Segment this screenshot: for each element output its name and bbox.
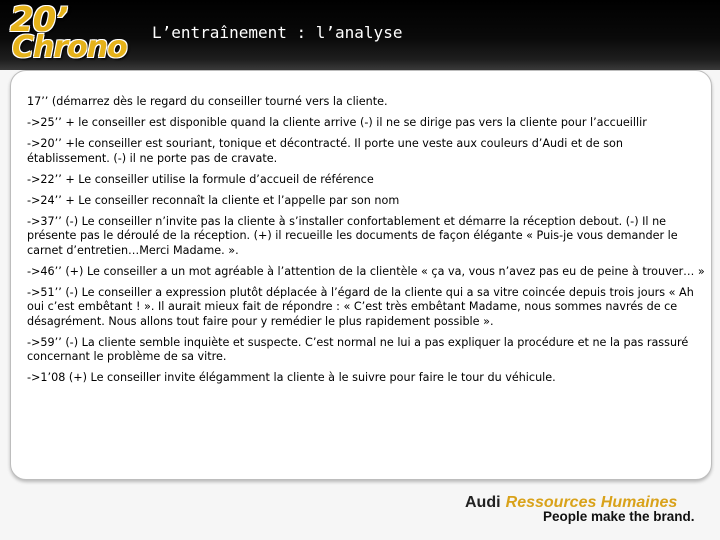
analysis-item: ->37’’ (-) Le conseiller n’invite pas la cliente à s’installer confortablement et démarre la réception debout. (-) Il ne présente pas le déroulé de la réception. (+) il recueille les documents de façon élégante « Puis-je vous demander le carnet d’entretien…Merci Madame. ». xyxy=(27,214,678,257)
page-title: L’entraînement : l’analyse xyxy=(152,23,403,42)
brand-name: Audi xyxy=(465,494,501,511)
analysis-item: ->24’’ + Le conseiller reconnaît la cliente et l’appelle par son nom xyxy=(27,193,400,207)
content-panel xyxy=(10,70,712,480)
audi-rh-logo xyxy=(465,492,705,526)
analysis-item: ->51’’ (-) Le conseiller a expression plutôt déplacée à l’égard de la cliente qui a sa vitre coincée depuis trois jours « Ah oui c’est embêtant ! ». Il aurait mieux fait de répondre : « C’est très embêtant Madame, nous sommes navrés de ce désagrément. Nous allons tout faire pour y remédier le plus rapidement possible ». xyxy=(27,285,694,328)
brand-tagline: People make the brand. xyxy=(543,509,695,524)
header-bar xyxy=(0,0,720,70)
analysis-item: ->59’’ (-) La cliente semble inquiète et suspecte. C’est normal ne lui a pas expliquer la procédure et ne la pas rassuré concernant le problème de sa vitre. xyxy=(27,335,689,363)
department-name: Ressources Humaines xyxy=(505,494,678,511)
logo-number: 20’ xyxy=(10,0,68,40)
logo-word: Chrono xyxy=(12,30,127,65)
analysis-item: ->25’’ + le conseiller est disponible quand la cliente arrive (-) il ne se dirige pas vers la cliente pour l’accueillir xyxy=(27,116,647,129)
analysis-item: ->46’’ (+) Le conseiller a un mot agréable à l’attention de la clientèle « ça va, vous n’avez pas eu de peine à trouver… » xyxy=(27,264,705,278)
analysis-item: 17’’ (démarrez dès le regard du conseiller tourné vers la cliente. xyxy=(27,95,388,108)
analysis-item: ->20’’ +le conseiller est souriant, tonique et décontracté. Il porte une veste aux couleurs d’Audi et de son établissement. (-) il ne porte pas de cravate. xyxy=(27,137,623,165)
analysis-list xyxy=(27,95,707,392)
analysis-item: ->1’08 (+) Le conseiller invite élégamment la cliente à le suivre pour faire le tour du véhicule. xyxy=(27,371,556,384)
analysis-item: ->22’’ + Le conseiller utilise la formule d’accueil de référence xyxy=(27,172,374,186)
chrono-logo xyxy=(10,0,150,66)
